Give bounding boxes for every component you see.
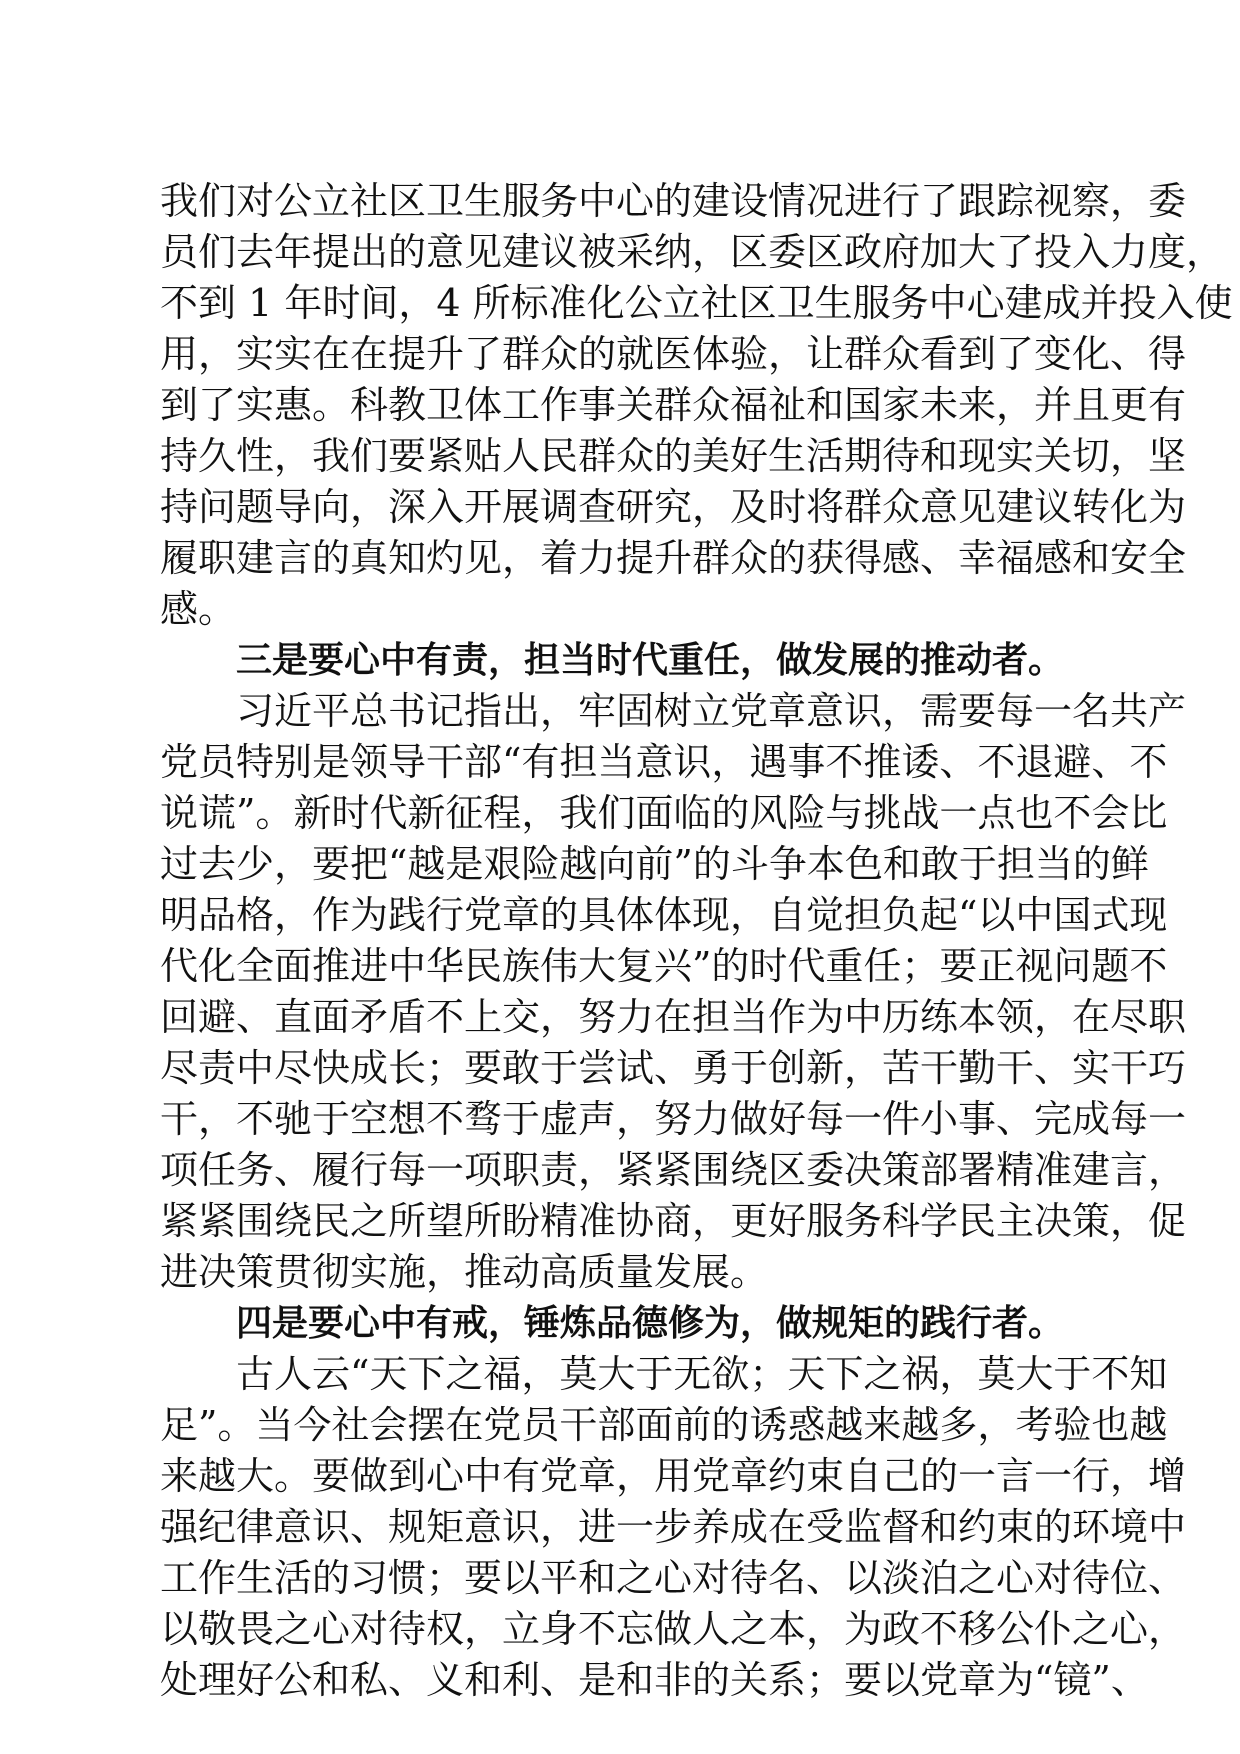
text-line: 党员特别是领导干部“有担当意识，遇事不推诿、不退避、不 bbox=[160, 740, 1168, 784]
text-line: 过去少，要把“越是艰险越向前”的斗争本色和敢于担当的鲜 bbox=[160, 842, 1149, 886]
text-line: 干，不驰于空想不骛于虚声，努力做好每一件小事、完成每一 bbox=[160, 1097, 1187, 1141]
text-line: 回避、直面矛盾不上交，努力在担当作为中历练本领，在尽职 bbox=[160, 995, 1187, 1039]
text-line: 说谎”。新时代新征程，我们面临的风险与挑战一点也不会比 bbox=[160, 791, 1168, 835]
text-line: 代化全面推进中华民族伟大复兴”的时代重任；要正视问题不 bbox=[160, 944, 1168, 988]
text-line: 持久性，我们要紧贴人民群众的美好生活期待和现实关切，坚 bbox=[160, 434, 1187, 478]
paragraph-responsibility bbox=[160, 686, 1187, 1298]
text-line: 强纪律意识、规矩意识，进一步养成在受监督和约束的环境中 bbox=[160, 1505, 1187, 1549]
text-line: 项任务、履行每一项职责，紧紧围绕区委决策部署精准建言， bbox=[160, 1148, 1187, 1192]
text-line: 到了实惠。科教卫体工作事关群众福祉和国家未来，并且更有 bbox=[160, 383, 1187, 427]
text-line: 感。 bbox=[160, 587, 237, 631]
text-line: 进决策贯彻实施，推动高质量发展。 bbox=[160, 1250, 769, 1294]
text-line: 工作生活的习惯；要以平和之心对待名、以淡泊之心对待位、 bbox=[160, 1556, 1187, 1600]
text-line: 足”。当今社会摆在党员干部面前的诱惑越来越多，考验也越 bbox=[160, 1403, 1168, 1447]
text-line: 以敬畏之心对待权，立身不忘做人之本，为政不移公仆之心， bbox=[160, 1607, 1187, 1651]
text-line: 持问题导向，深入开展调查研究，及时将群众意见建议转化为 bbox=[160, 485, 1187, 529]
paragraph-community-health bbox=[160, 176, 1233, 635]
text-line: 古人云“天下之福，莫大于无欲；天下之祸，莫大于不知 bbox=[236, 1352, 1168, 1396]
text-line: 明品格，作为践行党章的具体体现，自觉担负起“以中国式现 bbox=[160, 893, 1168, 937]
text-line: 习近平总书记指出，牢固树立党章意识，需要每一名共产 bbox=[236, 689, 1187, 733]
text-line: 处理好公和私、义和利、是和非的关系；要以党章为“镜”、 bbox=[160, 1658, 1149, 1702]
section-heading-three: 三是要心中有责，担当时代重任，做发展的推动者。 bbox=[236, 640, 1065, 681]
text-line: 我们对公立社区卫生服务中心的建设情况进行了跟踪视察，委 bbox=[160, 179, 1187, 223]
section-heading-four: 四是要心中有戒，锤炼品德修为，做规矩的践行者。 bbox=[236, 1303, 1065, 1344]
text-line: 用，实实在在提升了群众的就医体验，让群众看到了变化、得 bbox=[160, 332, 1187, 376]
text-line: 员们去年提出的意见建议被采纳，区委区政府加大了投入力度， bbox=[160, 230, 1225, 274]
text-line: 紧紧围绕民之所望所盼精准协商，更好服务科学民主决策，促 bbox=[160, 1199, 1187, 1243]
text-line: 来越大。要做到心中有党章，用党章约束自己的一言一行，增 bbox=[160, 1454, 1187, 1498]
document-page bbox=[160, 176, 1233, 1706]
text-line: 履职建言的真知灼见，着力提升群众的获得感、幸福感和安全 bbox=[160, 536, 1187, 580]
text-line: 不到 1 年时间，4 所标准化公立社区卫生服务中心建成并投入使 bbox=[160, 281, 1233, 325]
text-line: 尽责中尽快成长；要敢于尝试、勇于创新，苦干勤干、实干巧 bbox=[160, 1046, 1187, 1090]
paragraph-discipline bbox=[160, 1349, 1187, 1706]
